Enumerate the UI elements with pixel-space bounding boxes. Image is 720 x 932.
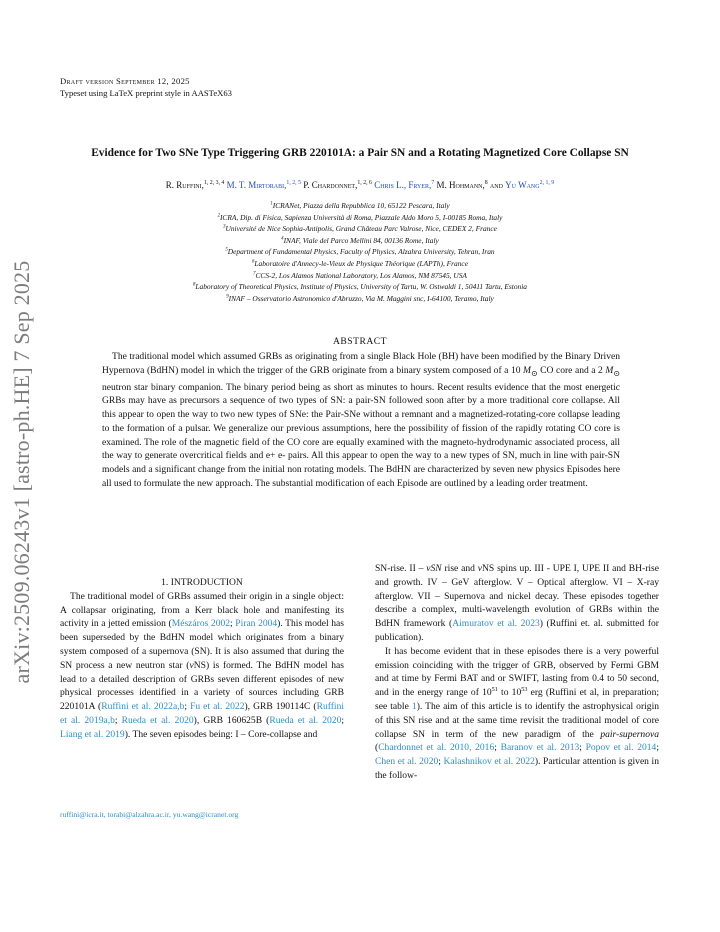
right-column [375, 562, 659, 783]
author-hohmann: M. Hohmann,$^8$ [436, 180, 488, 190]
author-chardonnet: P. Chardonnet,$^{1, 2, 6}$ [303, 180, 372, 190]
affiliation: $^9$INAF – Osservatorio Astronomico d'Abruzzo, Via M. Maggini snc, I-64100, Teramo, Italy [226, 293, 494, 303]
author-emails-footnote[interactable]: ruffini@icra.it, torabi@alzahra.ac.ir, yu.wang@icranet.org [60, 810, 239, 819]
citation-link[interactable]: Ruffini et al. 2022a [101, 701, 178, 713]
citation-link[interactable]: Chardonnet et al. 2010 [378, 742, 470, 754]
affiliation: $^4$INAF, Viale del Parco Mellini 84, 00136 Rome, Italy [281, 235, 439, 245]
section-heading-introduction: 1. INTRODUCTION [161, 577, 243, 588]
citation-link[interactable]: Baranov et al. 2013 [500, 742, 580, 754]
intro-paragraph-2: It has become evident that in these episodes there is a very powerful emission coinciding with the trigger of GRB, observed by Fermi GBM and at time by Fermi BAT and or SWIFT, lasting from 0.4 to 50 second, and in the energy range of $10^{51}$ to $10^{53}$ erg (Ruffini et al, in preparation; see table 1). The aim of this article is to identify the astrophysical origin of this SN rise and at the same time revisit the traditional model of core collapse SN in term of the new paradigm of the pair-supernova (Chardonnet et al. 2010, 2016; Baranov et al. 2013; Popov et al. 2014; Chen et al. 2020; Kalashnikov et al. 2022). Particular attention is given in the follow- [375, 645, 659, 781]
citation-link[interactable]: Fu et al. 2022 [190, 701, 245, 713]
citation-link[interactable]: Aimuratov et al. 2023 [452, 618, 540, 630]
affiliation: $^1$ICRANet, Piazza della Repubblica 10, 65122 Pescara, Italy [270, 201, 450, 210]
author-fryer[interactable]: Chris L., Fryer,$^7$ [374, 180, 435, 190]
citation-link[interactable]: Popov et al. 2014 [585, 742, 657, 754]
citation-link[interactable]: Liang et al. 2019 [60, 728, 125, 740]
affiliations [60, 200, 660, 304]
typeset-note: Typeset using LaTeX preprint style in AASTeX63 [60, 88, 232, 98]
author-list [60, 180, 660, 190]
draft-version: Draft version September 12, 2025 [60, 76, 190, 86]
abstract-heading: ABSTRACT [332, 336, 388, 347]
paper-title: Evidence for Two SNe Type Triggering GRB 220101A: a Pair SN and a Rotating Magnetized Core Collapse SN [91, 147, 629, 159]
author-and: and [489, 180, 503, 190]
citation-link[interactable]: Rueda et al. 2020 [121, 714, 194, 726]
abstract-body: The traditional model which assumed GRBs as originating from a single Black Hole (BH) have been modified by the Binary Driven Hypernova (BdHN) model in which the trigger of the GRB originate from a binary system composed of a 10 $M_⊙$ CO core and a 2 $M_⊙$ neutron star binary companion. The binary period being as short as minutes to hours. Recent results evidence that the most energetic GRBs may have as precursors a sequence of two types of SN: a pair-SN followed soon after by a more traditional core collapse. All this appear to open the way to two new types of SNe: the Pair-SNe without a remnant and a magnetized-rotating-core collapse leading to the formation of a pulsar. We generalize our previous assumptions, here the possibility of fission of the rapidly rotating CO core is examined. The role of the magnetic field of the CO core are equally examined with the magneto-hydrodynamic associated process, all the way to generate overcritical fields and e+ e- pairs. All this appear to open the way to a new types of SN, much in line with pair-SN models and a significant change from the initial non rotating models. The BdHN are characterized by seven new physics Episodes here all used to formulate the new approach. The substantial modification of each Episode are outlined by a leading order treatment. [102, 351, 620, 490]
citation-link[interactable]: Chen et al. 2020 [375, 756, 439, 768]
citation-link[interactable]: Rueda et al. 2020 [269, 714, 342, 726]
affiliation: $^3$Université de Nice Sophia-Antipolis, Grand Château Parc Valrose, Nice, CEDEX 2, France [223, 224, 497, 234]
intro-paragraph-1-cont: SN-rise. II – νSN rise and νNS spins up. III - UPE I, UPE II and BH-rise and growth. IV – GeV afterglow. V – Optical afterglow. VI – X-ray afterglow. VII – Supernova and nickel decay. These episodes together describe a complex, multi-wavelength evolution of GRBs within the BdHN framework (Aimuratov et al. 2023) (Ruffini et. al. submitted for publication). [375, 563, 660, 643]
author-mirtorabi[interactable]: M. T. Mirtorabi,$^{1, 2, 5}$ [226, 180, 301, 190]
citation-link[interactable]: Kalashnikov et al. 2022 [443, 756, 535, 768]
intro-paragraph-1: The traditional model of GRBs assumed their origin in a single object: A collapsar originating, from a Kerr black hole and manifesting its activity in a jetted emission (Mészáros 2002; Piran 2004). This model has been superseded by the BdHN model which originates from a binary system composed of a supernova (SN). It is also assumed that during the SN process a new neutron star (νNS) is formed. The BdHN model has lead to a detailed description of GRBs seven different episodes of new physical processes identified in a variety of sources including GRB 220101A (Ruffini et al. 2022a,b; Fu et al. 2022), GRB 190114C (Ruffini et al. 2019a,b; Rueda et al. 2020), GRB 160625B (Rueda et al. 2020; Liang et al. 2019). The seven episodes being: I – Core-collapse and [60, 590, 344, 740]
author-ruffini: R. Ruffini,$^{1, 2, 3, 4}$ [165, 180, 225, 190]
citation-link[interactable]: Ruffini et al. 2019a [60, 701, 344, 726]
arxiv-identifier: arXiv:2509.06243v1 [astro-ph.HE] 7 Sep 2025 [9, 260, 34, 684]
citation-link[interactable]: Piran 2004 [235, 618, 278, 630]
author-wang[interactable]: Yu Wang$^{2, 1, 9}$ [505, 180, 555, 190]
table-reference-link[interactable]: 1 [411, 700, 417, 712]
affiliation: $^5$Department of Fundamental Physics, Faculty of Physics, Alzahra University, Tehran, Iran [225, 247, 495, 257]
citation-link[interactable]: Mészáros 2002 [171, 618, 231, 630]
citation-link[interactable]: ,b [107, 714, 115, 726]
citation-link[interactable]: , 2016 [469, 742, 495, 754]
affiliation: $^6$Laboratoire d'Annecy-le-Vieux de Physique Théorique (LAPTh), France [251, 258, 468, 268]
affiliation: $^7$CCS-2, Los Alamos National Laboratory, Los Alamos, NM 87545, USA [253, 270, 467, 280]
left-column [60, 576, 344, 742]
citation-link[interactable]: ,b [177, 701, 185, 713]
affiliation: $^2$ICRA, Dip. di Fisica, Sapienza Università di Roma, Piazzale Aldo Moro 5, I-00185 Roma, Italy [217, 212, 503, 222]
affiliation: $^8$Laboratory of Theoretical Physics, Institute of Physics, University of Tartu, W. Ostwaldi 1, 50411 Tartu, Estonia [193, 282, 527, 292]
